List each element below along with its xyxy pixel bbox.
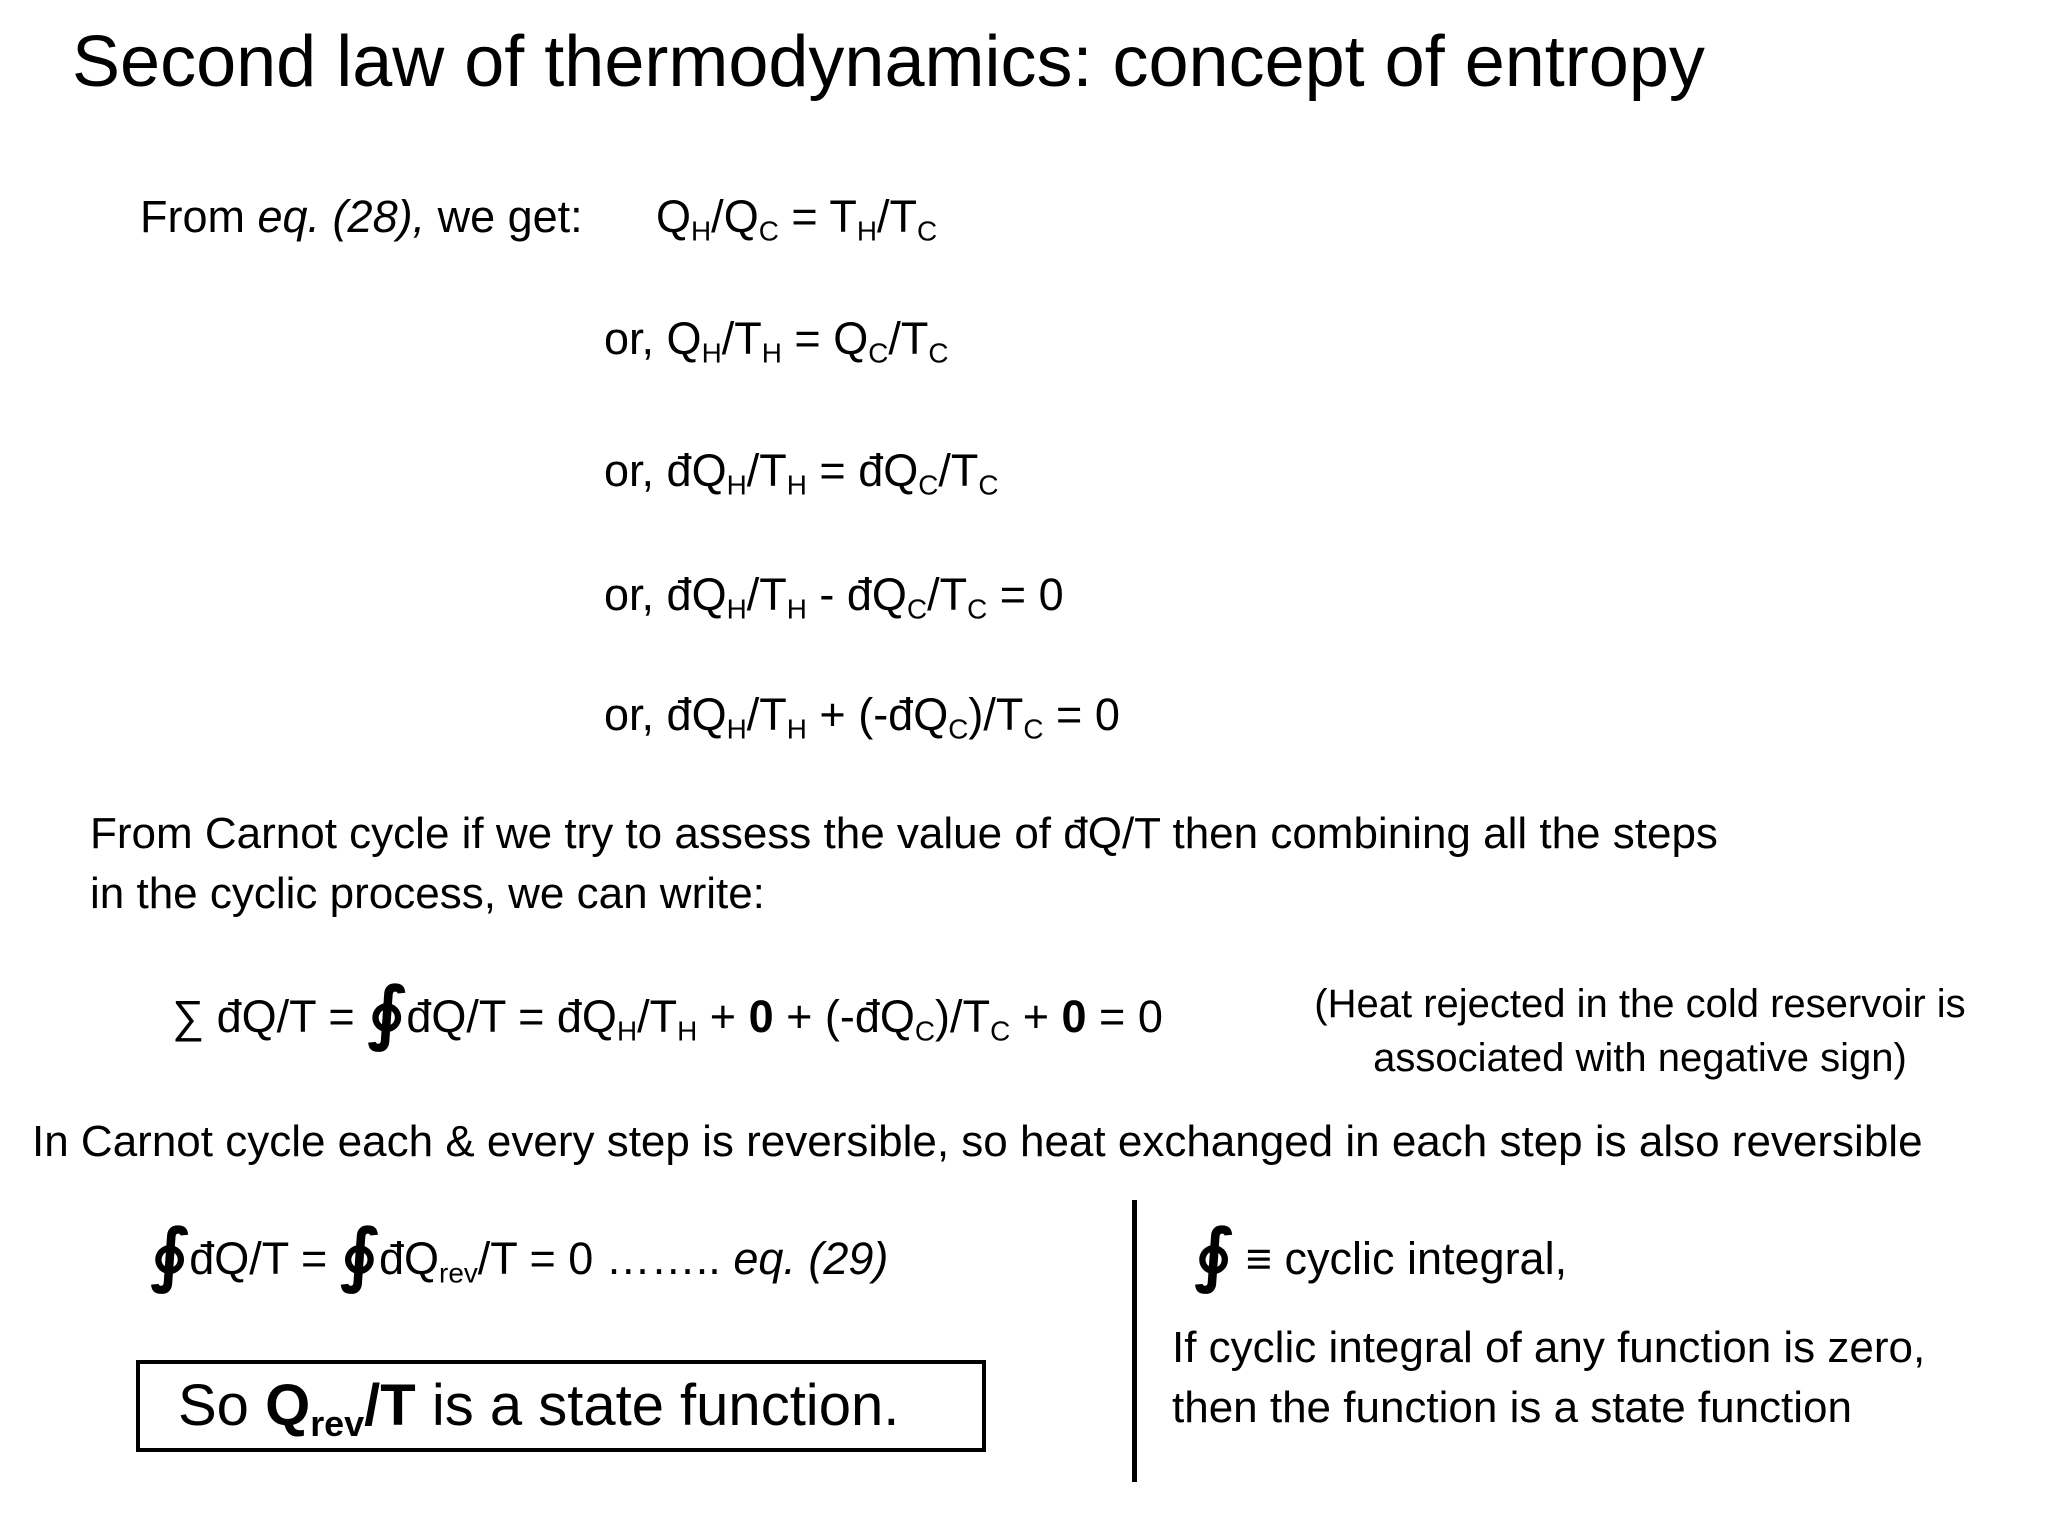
sub: H bbox=[786, 713, 807, 745]
op: = bbox=[806, 445, 859, 496]
sub: C bbox=[1023, 713, 1044, 745]
op: or, bbox=[604, 445, 667, 496]
op: = bbox=[1086, 991, 1138, 1042]
sub: C bbox=[978, 469, 999, 501]
sym: T bbox=[759, 689, 787, 740]
sub: H bbox=[786, 469, 807, 501]
sym: T bbox=[759, 569, 787, 620]
sub: H bbox=[726, 469, 747, 501]
cyclic-def-text: ≡ cyclic integral, bbox=[1233, 1233, 1568, 1284]
intro-prefix: From bbox=[140, 191, 258, 242]
box-q: Q bbox=[265, 1373, 311, 1438]
op: + bbox=[697, 991, 749, 1042]
op: / bbox=[477, 1233, 491, 1284]
sym: đQ bbox=[379, 1233, 440, 1284]
equation-5 bbox=[604, 689, 1120, 745]
sym: đQ bbox=[189, 1233, 250, 1284]
slide-title: Second law of thermodynamics: concept of entropy bbox=[72, 22, 1705, 102]
op: = bbox=[1043, 689, 1095, 740]
cyclic-definition bbox=[1194, 1215, 1568, 1294]
carnot-text-line1: From Carnot cycle if we try to assess the value of đQ/T then combining all the steps bbox=[90, 809, 1718, 858]
sym: đQ bbox=[666, 569, 727, 620]
sub: C bbox=[917, 215, 938, 247]
op: / bbox=[746, 445, 760, 496]
sym: T bbox=[829, 191, 857, 242]
sub: H bbox=[701, 337, 722, 369]
sym: đQ bbox=[666, 445, 727, 496]
op: / bbox=[983, 689, 996, 740]
sym: T bbox=[289, 991, 316, 1042]
contour-integral-icon: ∮ bbox=[1194, 1215, 1234, 1294]
state-function-statement bbox=[178, 1373, 900, 1444]
sym: ) bbox=[968, 689, 984, 740]
sym: đQ bbox=[858, 445, 919, 496]
sym: Q bbox=[666, 313, 702, 364]
op: / bbox=[711, 191, 724, 242]
sym: đQ bbox=[406, 991, 467, 1042]
sym: T bbox=[995, 689, 1024, 740]
sub: H bbox=[856, 215, 877, 247]
sub: C bbox=[868, 337, 889, 369]
op: = bbox=[781, 313, 834, 364]
op: 0 bbox=[1038, 569, 1064, 620]
sub: C bbox=[918, 469, 939, 501]
equation-3 bbox=[604, 445, 999, 501]
reversible-text: In Carnot cycle each & every step is reversible, so heat exchanged in each step is also reversible bbox=[32, 1117, 1923, 1166]
sym: (-đQ bbox=[824, 991, 915, 1042]
sym: T bbox=[900, 313, 929, 364]
op: / bbox=[466, 991, 479, 1042]
sym: Q bbox=[833, 313, 869, 364]
sum-equation bbox=[172, 973, 1163, 1052]
sym: T bbox=[261, 1233, 289, 1284]
sub: rev bbox=[439, 1257, 478, 1289]
sub: H bbox=[761, 337, 782, 369]
op: + bbox=[806, 689, 859, 740]
sym: T bbox=[759, 445, 787, 496]
sub: H bbox=[726, 593, 747, 625]
op: / bbox=[721, 313, 735, 364]
op: = bbox=[987, 569, 1039, 620]
op: or, bbox=[604, 689, 667, 740]
sub: C bbox=[914, 1015, 936, 1047]
op: or, bbox=[604, 569, 667, 620]
op: - bbox=[806, 569, 847, 620]
eq28-ref: eq. (28), bbox=[257, 191, 426, 242]
sym: T bbox=[649, 991, 678, 1042]
op: / bbox=[927, 569, 940, 620]
op: / bbox=[888, 313, 901, 364]
sym: T bbox=[950, 445, 979, 496]
op: / bbox=[746, 689, 760, 740]
sym: T bbox=[889, 191, 918, 242]
contour-integral-icon: ∮ bbox=[339, 1215, 379, 1294]
contour-integral-icon: ∮ bbox=[367, 973, 407, 1052]
sym: T bbox=[734, 313, 762, 364]
sub: H bbox=[616, 1015, 638, 1047]
equation-29 bbox=[150, 1215, 889, 1294]
op: 0 bbox=[1137, 991, 1163, 1042]
cyclic-rule-line2: then the function is a state function bbox=[1172, 1383, 1853, 1432]
sub: H bbox=[726, 713, 747, 745]
sub: H bbox=[677, 1015, 698, 1047]
sign-note-line1: (Heat rejected in the cold reservoir is bbox=[1314, 982, 1966, 1026]
contour-integral-icon: ∮ bbox=[150, 1215, 190, 1294]
sym: đQ bbox=[556, 991, 617, 1042]
op: / bbox=[249, 1233, 262, 1284]
op: / bbox=[746, 569, 760, 620]
sym: T bbox=[962, 991, 991, 1042]
sum-sign: ∑ bbox=[172, 991, 205, 1042]
sub: C bbox=[758, 215, 779, 247]
op: + bbox=[773, 991, 825, 1042]
sym: đQ bbox=[846, 569, 907, 620]
op: / bbox=[950, 991, 963, 1042]
sub: C bbox=[928, 337, 949, 369]
vertical-divider bbox=[1132, 1200, 1137, 1482]
sym: (-đQ bbox=[858, 689, 949, 740]
op: / bbox=[276, 991, 290, 1042]
bold-zero: 0 bbox=[1061, 991, 1087, 1042]
op: = bbox=[778, 191, 830, 242]
op: + bbox=[1010, 991, 1062, 1042]
box-rest: is a state function. bbox=[415, 1373, 900, 1438]
sub: C bbox=[990, 1015, 1011, 1047]
equation-1 bbox=[656, 191, 938, 247]
sub: H bbox=[786, 593, 807, 625]
op: / bbox=[637, 991, 650, 1042]
op: = bbox=[505, 991, 557, 1042]
op: / bbox=[938, 445, 951, 496]
carnot-text-line2: in the cyclic process, we can write: bbox=[90, 869, 765, 918]
sub: C bbox=[906, 593, 928, 625]
bold-zero: 0 bbox=[748, 991, 774, 1042]
sub: C bbox=[967, 593, 988, 625]
sub: H bbox=[691, 215, 712, 247]
state-function-box bbox=[136, 1360, 986, 1452]
sym: đQ bbox=[666, 689, 727, 740]
sym: Q bbox=[723, 191, 759, 242]
cyclic-rule-line1: If cyclic integral of any function is zero, bbox=[1172, 1323, 1926, 1372]
sym: Q bbox=[656, 191, 692, 242]
sym: ) bbox=[935, 991, 951, 1042]
equation-4 bbox=[604, 569, 1064, 625]
eq29-label: eq. (29) bbox=[720, 1233, 889, 1284]
eq29-dots: = 0 …….. bbox=[516, 1233, 721, 1284]
sym: T bbox=[939, 569, 968, 620]
op: / bbox=[877, 191, 890, 242]
intro-line bbox=[140, 191, 583, 242]
op: or, bbox=[604, 313, 667, 364]
op: = bbox=[315, 991, 368, 1042]
op: = bbox=[288, 1233, 340, 1284]
sym: đQ bbox=[216, 991, 277, 1042]
op: 0 bbox=[1094, 689, 1120, 740]
sub: C bbox=[948, 713, 969, 745]
equation-2 bbox=[604, 313, 949, 369]
box-rev: rev bbox=[310, 1402, 365, 1444]
sign-note-line2: associated with negative sign) bbox=[1373, 1036, 1907, 1080]
intro-suffix: we get: bbox=[425, 191, 583, 242]
sym: T bbox=[490, 1233, 517, 1284]
sym: T bbox=[478, 991, 506, 1042]
box-slash-t: /T bbox=[364, 1373, 416, 1438]
box-so: So bbox=[178, 1373, 266, 1438]
